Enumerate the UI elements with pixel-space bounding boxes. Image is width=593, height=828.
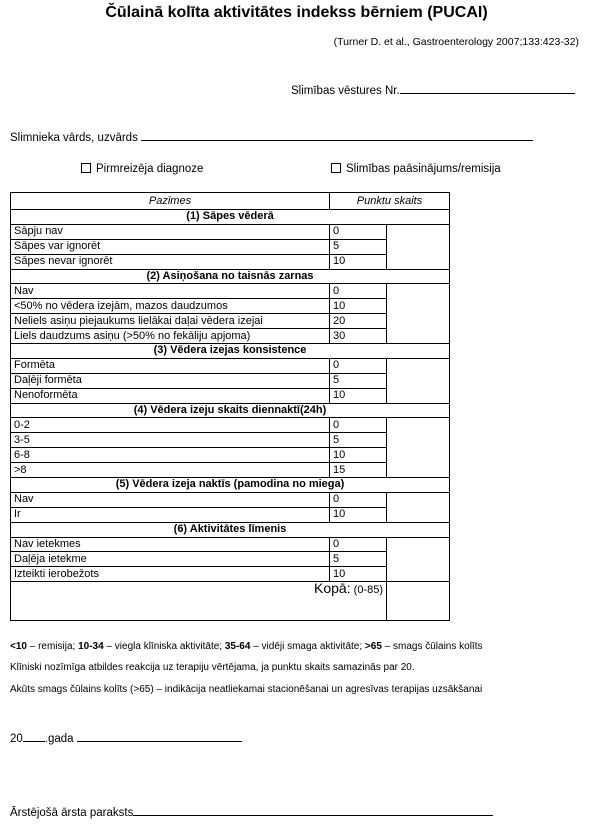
feature-label: Izteikti ierobežots	[11, 567, 330, 582]
feature-label: Sāpes var ignorēt	[11, 239, 330, 254]
legend-text: – vidēji smaga aktivitāte;	[250, 641, 365, 652]
section-title: (4) Vēdera izeju skaits diennaktī(24h)	[11, 403, 450, 418]
section-title: (1) Sāpes vēderā	[11, 210, 450, 225]
header-points: Punktu skaits	[330, 193, 450, 210]
score-entry-cell[interactable]	[387, 284, 450, 344]
header-features: Pazīmes	[11, 193, 330, 210]
acute-severe-note: Akūts smags čūlains kolīts (>65) – indikācija neatliekamai stacionēšanai un agresīvas terapijas uzsākšanai	[10, 684, 483, 695]
legend-text: – remisija;	[26, 641, 79, 652]
date-line[interactable]	[77, 729, 242, 742]
score-entry-cell[interactable]	[387, 492, 450, 522]
points-value: 0	[330, 537, 387, 552]
points-value: 0	[330, 492, 387, 507]
signature-field	[10, 803, 493, 819]
score-entry-cell[interactable]	[387, 224, 450, 269]
feature-label: Ir	[11, 507, 330, 522]
table-row	[11, 358, 450, 373]
feature-label: Sāpes nevar ignorēt	[11, 254, 330, 269]
feature-label: 3-5	[11, 433, 330, 448]
signature-line[interactable]	[133, 803, 493, 816]
points-value: 10	[330, 388, 387, 403]
legend-text: – smags čūlains kolīts	[381, 641, 483, 652]
score-legend	[10, 641, 483, 652]
feature-label: Nav	[11, 492, 330, 507]
section-header-row	[11, 210, 450, 225]
points-value: 5	[330, 239, 387, 254]
signature-label: Ārstējošā ārsta paraksts	[10, 807, 134, 819]
points-value: 15	[330, 463, 387, 478]
feature-label: <50% no vēdera izejām, mazos daudzumos	[11, 299, 330, 314]
table-row	[11, 314, 450, 329]
table-row	[11, 567, 450, 582]
section-title: (3) Vēdera izejas konsistence	[11, 344, 450, 359]
section-header-row	[11, 522, 450, 537]
patient-name-field	[10, 128, 533, 144]
points-value: 10	[330, 254, 387, 269]
section-header-row	[11, 403, 450, 418]
table-row	[11, 224, 450, 239]
patient-name-label: Slimnieka vārds, uzvārds	[10, 132, 138, 144]
document-title: Čūlainā kolīta aktivitātes indekss bērniem (PUCAI)	[105, 4, 488, 21]
section-title: (6) Aktivitātes līmenis	[11, 522, 450, 537]
points-value: 10	[330, 567, 387, 582]
total-range: (0-85)	[353, 584, 383, 597]
points-value: 0	[330, 418, 387, 433]
checkbox-relapse-remission[interactable]	[331, 163, 501, 175]
feature-label: >8	[11, 463, 330, 478]
checkbox-primary-diagnosis[interactable]	[81, 163, 203, 175]
feature-label: Formēta	[11, 358, 330, 373]
checkbox-icon[interactable]	[81, 163, 91, 173]
year-line[interactable]	[23, 729, 45, 742]
section-header-row	[11, 269, 450, 284]
table-row	[11, 373, 450, 388]
total-label: Kopā:	[314, 580, 351, 597]
points-value: 5	[330, 373, 387, 388]
points-value: 0	[330, 358, 387, 373]
table-row	[11, 239, 450, 254]
points-value: 5	[330, 552, 387, 567]
score-entry-cell[interactable]	[387, 537, 450, 582]
legend-range: <10	[10, 641, 27, 652]
total-label-cell	[11, 582, 387, 621]
total-score-cell[interactable]	[387, 582, 450, 621]
legend-range: 35-64	[224, 641, 251, 652]
points-value: 0	[330, 224, 387, 239]
feature-label: Nav ietekmes	[11, 537, 330, 552]
history-number-line[interactable]	[400, 81, 575, 94]
feature-label: Neliels asiņu piejaukums lielākai daļai vēdera izejai	[11, 314, 330, 329]
feature-label: Daļēji formēta	[11, 373, 330, 388]
table-row	[11, 492, 450, 507]
legend-range: >65	[364, 641, 382, 652]
patient-name-line[interactable]	[141, 128, 533, 141]
history-number-field	[291, 81, 575, 97]
total-row	[11, 582, 450, 621]
table-row	[11, 537, 450, 552]
reference-citation: (Turner D. et al., Gastroenterology 2007;133:423-32)	[333, 36, 579, 48]
points-value: 5	[330, 433, 387, 448]
score-entry-cell[interactable]	[387, 358, 450, 403]
score-entry-cell[interactable]	[387, 418, 450, 478]
table-row	[11, 299, 450, 314]
table-row	[11, 552, 450, 567]
table-row	[11, 388, 450, 403]
feature-label: Sāpju nav	[11, 224, 330, 239]
points-value: 10	[330, 507, 387, 522]
table-header-row	[11, 193, 450, 210]
table-row	[11, 507, 450, 522]
table-row	[11, 284, 450, 299]
feature-label: 0-2	[11, 418, 330, 433]
checkbox-relapse-label: Slimības paāsinājums/remisija	[346, 163, 501, 175]
legend-range: 10-34	[78, 641, 104, 652]
date-suffix: .gada	[44, 733, 74, 745]
date-field	[10, 729, 242, 745]
table-row	[11, 329, 450, 344]
points-value: 30	[330, 329, 387, 344]
table-row	[11, 433, 450, 448]
section-header-row	[11, 478, 450, 493]
points-value: 10	[330, 448, 387, 463]
feature-label: 6-8	[11, 448, 330, 463]
feature-label: Nav	[11, 284, 330, 299]
section-header-row	[11, 344, 450, 359]
table-row	[11, 418, 450, 433]
date-prefix: 20	[10, 733, 23, 745]
legend-text: – viegla klīniska aktivitāte;	[103, 641, 225, 652]
feature-label: Liels daudzums asiņu (>50% no fekāliju apjoma)	[11, 329, 330, 344]
history-number-label: Slimības vēstures Nr.	[291, 85, 400, 97]
points-value: 0	[330, 284, 387, 299]
feature-label: Daļēja ietekme	[11, 552, 330, 567]
feature-label: Nenoformēta	[11, 388, 330, 403]
points-value: 10	[330, 299, 387, 314]
points-value: 20	[330, 314, 387, 329]
table-row	[11, 448, 450, 463]
table-row	[11, 463, 450, 478]
section-title: (5) Vēdera izeja naktīs (pamodina no miega)	[11, 478, 450, 493]
section-title: (2) Asiņošana no taisnās zarnas	[11, 269, 450, 284]
checkbox-primary-label: Pirmreizēja diagnoze	[96, 163, 204, 175]
table-row	[11, 254, 450, 269]
pucai-score-table	[10, 192, 450, 621]
response-note: Klīniski nozīmīga atbildes reakcija uz terapiju vērtējama, ja punktu skaits samazinās par 20.	[10, 662, 415, 673]
checkbox-icon[interactable]	[331, 163, 341, 173]
